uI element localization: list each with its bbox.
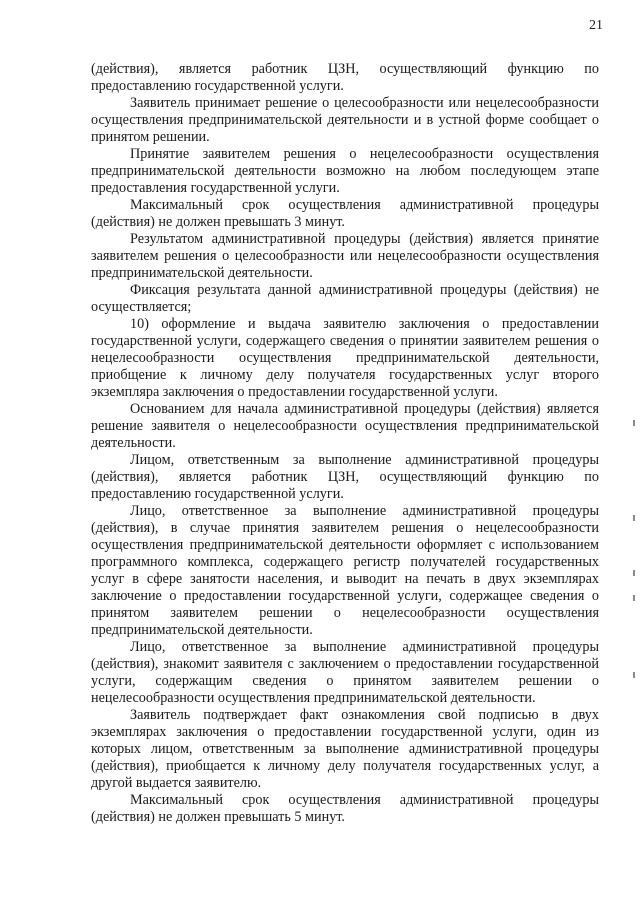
document-body [91,61,599,826]
paragraph-responsible-person: Лицом, ответственным за выполнение административной процедуры (действия), является работник ЦЗН, осуществляющий функцию по предоставлению государственной услуги. [91,452,599,502]
paragraph-max-time-5-min: Максимальный срок осуществления административной процедуры (действия) не должен превышать 5 минут. [91,792,599,825]
paragraph-decision-any-stage: Принятие заявителем решения о нецелесообразности осуществления предпринимательской деятельности возможно на любом последующем этапе предоставления государственной услуги. [91,146,599,196]
paragraph-applicant-familiarization: Лицо, ответственное за выполнение административной процедуры (действия), знакомит заявителя с заключением о предоставлении государственной услуги, содержащим сведения о принятом заявителем решении о нецелесообразности осуществления предпринимательской деятельности. [91,639,599,706]
page-number: 21 [589,18,603,33]
paragraph-result-fixation: Фиксация результата данной административной процедуры (действия) не осуществляется; [91,282,599,315]
paragraph-conclusion-preparation: Лицо, ответственное за выполнение административной процедуры (действия), в случае принятия заявителем решения о нецелесообразности осуществления предпринимательской деятельности оформляет с использованием программного комплекса, содержащего регистр получателей государственных услуг в сфере занятости населения, и выводит на печать в двух экземплярах заключение о предоставлении государственной услуги, содержащее сведения о принятом заявителем решении о нецелесообразности осуществления предпринимательской деятельности. [91,503,599,638]
scan-edge-marks [633,420,636,680]
paragraph-item-10: 10) оформление и выдача заявителю заключения о предоставлении государственной услуги, содержащего сведения о принятии заявителем решения о нецелесообразности осуществления предпринимательской деятельности, приобщение к личному делу получателя государственных услуг второго экземпляра заключения о предоставлении государственной услуги. [91,316,599,400]
paragraph-continuation: (действия), является работник ЦЗН, осуществляющий функцию по предоставлению государственной услуги. [91,61,599,94]
paragraph-max-time-3-min: Максимальный срок осуществления административной процедуры (действия) не должен превышать 3 минут. [91,197,599,230]
paragraph-procedure-result: Результатом административной процедуры (действия) является принятие заявителем решения о целесообразности или нецелесообразности осуществления предпринимательской деятельности. [91,231,599,281]
paragraph-procedure-basis: Основанием для начала административной процедуры (действия) является решение заявителя о нецелесообразности осуществления предпринимательской деятельности. [91,401,599,451]
paragraph-signature-confirmation: Заявитель подтверждает факт ознакомления свой подписью в двух экземплярах заключения о предоставлении государственной услуги, один из которых лицом, ответственным за выполнение административной процедуры (действия), приобщается к личному делу получателя государственных услуг, а другой выдается заявителю. [91,707,599,791]
paragraph-applicant-decision: Заявитель принимает решение о целесообразности или нецелесообразности осуществления предпринимательской деятельности и в устной форме сообщает о принятом решении. [91,95,599,145]
